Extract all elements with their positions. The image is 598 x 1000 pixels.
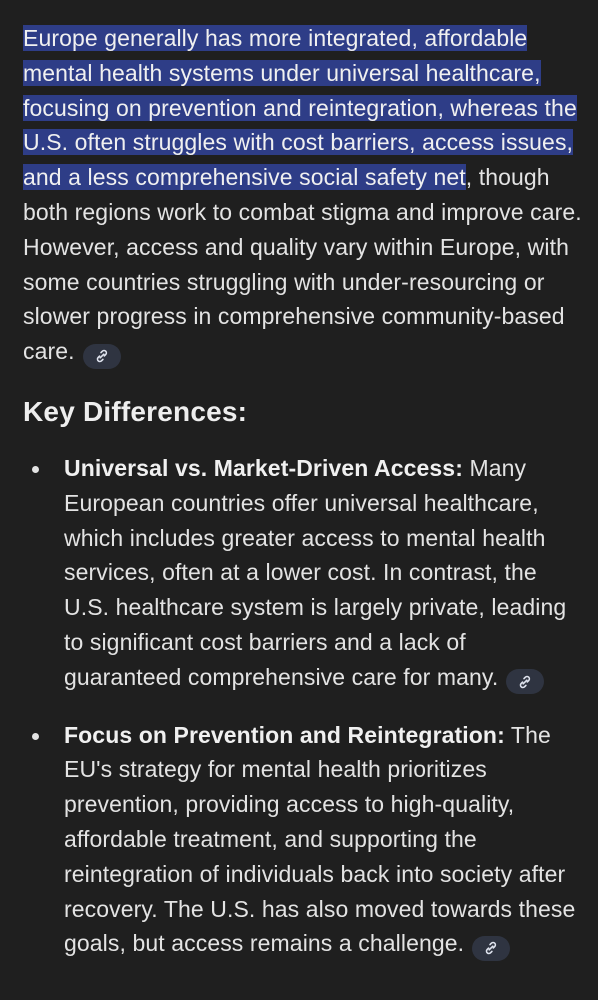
list-item [0,451,580,695]
section-heading: Key Differences: [23,396,248,427]
source-link-button[interactable] [472,936,510,961]
bullet-icon [32,466,39,473]
source-link-button[interactable] [83,344,121,369]
intro-paragraph [23,21,583,369]
differences-list [0,451,598,961]
list-item-title: Focus on Prevention and Reintegration: [64,721,505,748]
list-item-text: Many European countries offer universal healthcare, which includes greater access to mental health services, often at a lower cost. In contrast, the U.S. healthcare system is largely private, leading to significant cost barriers and a lack of guaranteed comprehensive care for many. [64,455,567,690]
highlighted-text[interactable]: Europe generally has more integrated, affordable mental health systems under universal healthcare, focusing on prevention and reintegration, whereas the U.S. often struggles with cost barriers, access issues, and a less comprehensive social safety net [23,25,577,191]
link-icon [518,675,532,689]
list-item [0,718,580,962]
link-icon [95,349,109,363]
source-link-button[interactable] [506,669,544,694]
list-item-title: Universal vs. Market-Driven Access: [64,455,463,481]
link-icon [484,941,498,955]
list-item-text: The EU's strategy for mental health prioritizes prevention, providing access to high-quality, affordable treatment, and supporting the reintegration of individuals back into society after recovery. The U.S. has also moved towards these goals, but access remains a challenge. [64,721,576,957]
intro-text: , though both regions work to combat stigma and improve care. However, access and quality vary within Europe, with some countries struggling with under-resourcing or slower progress in comprehensive community-based care. [23,164,582,365]
bullet-icon [32,733,39,740]
